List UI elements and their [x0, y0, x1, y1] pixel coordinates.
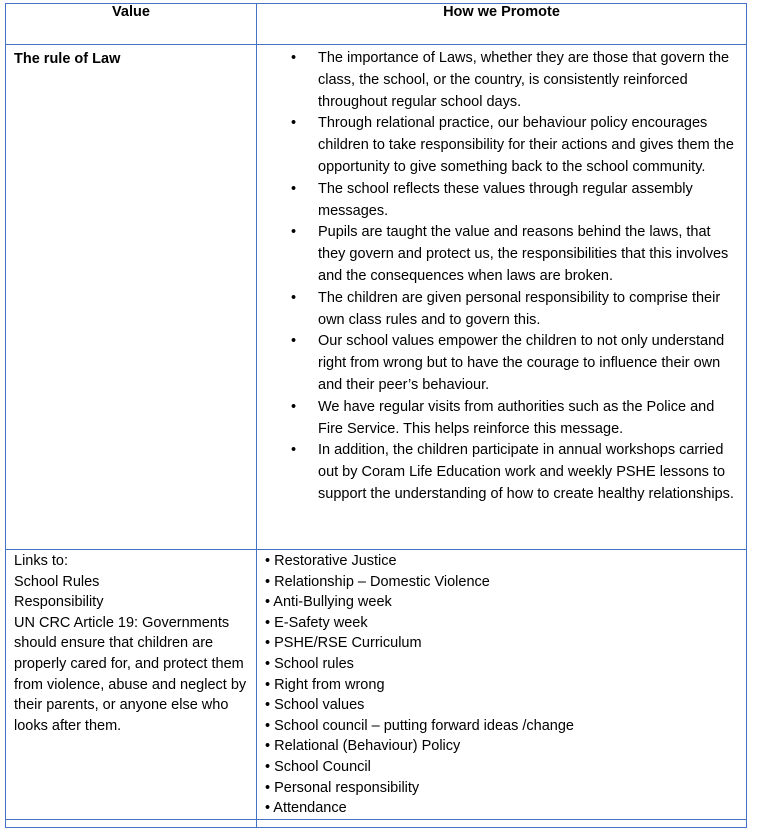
bullet-icon: •: [291, 333, 297, 350]
bullet-icon: •: [291, 50, 297, 66]
aspect-item: • Restorative Justice: [265, 553, 397, 569]
promote-point: [257, 331, 740, 396]
bullet-icon: •: [291, 398, 297, 415]
rule-of-law-promote-cell: [257, 45, 747, 550]
bullet-icon: •: [291, 180, 297, 197]
promote-point-text: Pupils are taught the value and reasons behind the laws, that they govern and protect us, the responsibilities that this involves and the consequences when laws are broken.: [318, 224, 729, 284]
links-line: School Rules: [14, 573, 100, 590]
aspect-item: • Attendance: [265, 800, 347, 817]
links-row: [6, 550, 747, 820]
promote-point-text: Our school values empower the children to not only understand right from wrong but to have the courage to influence their own and their peer’s behaviour.: [318, 333, 725, 393]
promote-point-text: The importance of Laws, whether they are those that govern the class, the school, or the country, is consistently reinforced throughout regular school days.: [318, 50, 730, 110]
header-row: [6, 4, 747, 45]
aspect-item: • Relational (Behaviour) Policy: [265, 738, 461, 755]
values-table: [5, 3, 747, 828]
aspects-cell: [257, 550, 747, 820]
value-title: The rule of Law: [14, 51, 121, 67]
promote-point-text: In addition, the children participate in annual workshops carried out by Coram Life Education work and weekly PSHE lessons to support the understanding of how to create healthy relationships.: [318, 442, 734, 502]
promote-point: [257, 179, 740, 223]
promote-point: [257, 288, 740, 332]
promote-point-text: The school reflects these values through regular assembly messages.: [318, 180, 693, 219]
header-promote: How we Promote: [257, 4, 747, 45]
promote-point: [257, 397, 740, 441]
bullet-icon: •: [291, 224, 297, 241]
promote-point-text: We have regular visits from authorities such as the Police and Fire Service. This helps reinforce this message.: [318, 398, 715, 437]
bullet-icon: •: [291, 115, 297, 132]
promote-point-text: The children are given personal responsibility to comprise their own class rules and to govern this.: [318, 289, 721, 328]
promote-point-text: Through relational practice, our behaviour policy encourages children to take responsibility for their actions and gives them the opportunity to give something back to the school community.: [318, 115, 734, 175]
promote-point: [257, 222, 740, 287]
header-value: Value: [6, 4, 257, 45]
empty-cell-right: [257, 820, 747, 828]
links-line: Responsibility: [14, 594, 104, 611]
empty-cell-left: [6, 820, 257, 828]
links-line: Links to:: [14, 553, 68, 569]
aspect-item: • PSHE/RSE Curriculum: [265, 635, 422, 652]
bullet-icon: •: [291, 442, 297, 459]
aspects-list: [257, 550, 746, 819]
links-text: [6, 550, 256, 737]
aspect-item: • E-Safety week: [265, 614, 368, 631]
rule-of-law-value-cell: [6, 45, 257, 550]
promote-point: [257, 440, 740, 505]
links-cell: [6, 550, 257, 820]
empty-row: [6, 820, 747, 828]
aspect-item: • School rules: [265, 655, 354, 672]
aspect-item: • School values: [265, 697, 365, 714]
aspect-item: • Right from wrong: [265, 676, 385, 693]
aspect-item: • Relationship – Domestic Violence: [265, 573, 490, 590]
rule-of-law-row: [6, 45, 747, 550]
bullet-icon: •: [291, 289, 297, 306]
promote-list: [257, 45, 746, 506]
promote-point: [257, 113, 740, 178]
aspect-item: • School council – putting forward ideas /change: [265, 717, 574, 734]
aspect-item: • Personal responsibility: [265, 779, 420, 796]
promote-point: [257, 48, 740, 113]
aspect-item: • Anti-Bullying week: [265, 594, 392, 611]
links-line: UN CRC Article 19: Governments should ensure that children are properly cared for, and protect them from violence, abuse and neglect by their parents, or anyone else who looks after them.: [14, 614, 247, 734]
aspect-item: • School Council: [265, 758, 371, 775]
